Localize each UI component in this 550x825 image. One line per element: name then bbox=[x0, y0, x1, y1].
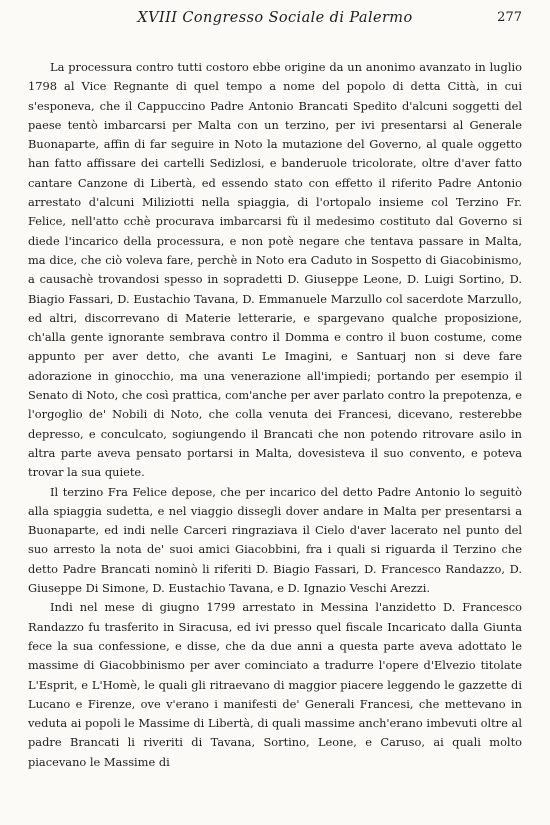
paragraph: Indi nel mese di giugno 1799 arrestato in Messina l'anzidetto D. Francesco Randazzo fu trasferito in Siracusa, ed ivi presso quel fiscale Incaricato dalla Giunta fece la sua confessione, e disse, che da due anni a questa parte aveva adottato le massime di Giacobbinismo per aver cominciato a tradurre l'opere d'Elvezio titolate L'Esprit, e L'Homè, le quali gli ritraevano di maggior piacere leggendo le gazzette di Lucano e Firenze, ove v'erano i manifesti de' Generali Francesi, che mettevano in veduta ai popoli le Massime di Libertà, di quali massime anch'erano imbevuti oltre al padre Brancati li riveriti di Tavana, Sortino, Leone, e Caruso, ai quali molto piacevano le Massime di bbox=[28, 600, 522, 769]
body-text bbox=[28, 58, 522, 772]
paragraph: Il terzino Fra Felice depose, che per incarico del detto Padre Antonio lo seguitò alla spiaggia sudetta, e nel viaggio dissegli dover andare in Malta per presentarsi a Buonaparte, ed indi nelle Carceri ringraziava il Cielo d'aver lacerato nel punto del suo arresto la nota de' suoi amici Giacobbini, fra i quali si riguarda il Terzino che detto Padre Brancati nominò li riferiti D. Biagio Fassari, D. Francesco Randazzo, D. Giuseppe Di Simone, D. Eustachio Tavana, e D. Ignazio Veschi Arezzi. bbox=[28, 484, 522, 596]
page-number: 277 bbox=[497, 10, 522, 25]
paragraph: La processura contro tutti costoro ebbe origine da un anonimo avanzato in luglio 1798 al Vice Regnante di quel tempo a nome del popolo di detta Città, in cui s'esponeva, che il Cappuccino Padre Antonio Brancati Spedito d'alcuni soggetti del paese tentò imbarcarsi per Malta con un terzino, per ivi presentarsi al Generale Buonaparte, affin di far seguire in Noto la mutazione del Governo, al quale oggetto han fatto affissare dei cartelli Sedizlosi, e banderuole tricolorate, oltre d'aver fatto cantare Canzone di Libertà, ed essendo stato con effetto il riferito Padre Antonio arrestato d'alcuni Miliziotti nella spiaggia, di l'ortopalo insieme col Terzino Fr. Felice, nell'atto cchè procurava imbarcarsi fù il medesimo costituto dal Governo si diede l'incarico della processura, e non potè negare che tentava passare in Malta, ma dice, che ciò voleva fare, perchè in Noto era Caduto in Sospetto di Giacobinismo, a causachè trovandosi spesso in sopradetti D. Giuseppe Leone, D. Luigi Sortino, D. Biagio Fassari, D. Eustachio Tavana, D. Emmanuele Marzullo col sacerdote Marzullo, ed altri, discorrevano di Materie letterarie, e spargevano qualche proposizione, ch'alla gente ignorante sembrava contro il Domma e contro il buon costume, come appunto per aver detto, che avanti Le Imagini, e Santuarj non si deve fare adorazione in ginocchio, ma una venerazione all'impiedi; portando per esempio il Senato di Noto, che così prattica, com'anche per aver parlato contro la prepotenza, e l'orgoglio de' Nobili di Noto, che colla venuta dei Francesi, dicevano, resterebbe depresso, e conculcato, sogiungendo il Brancati che non potendo ritrovare asilo in altra parte aveva pensato portarsi in Malta, dovesisteva il suo convento, e poteva trovar la sua quiete. bbox=[28, 60, 522, 480]
page-header bbox=[28, 10, 522, 34]
running-head: XVIII Congresso Sociale di Palermo bbox=[137, 10, 413, 26]
